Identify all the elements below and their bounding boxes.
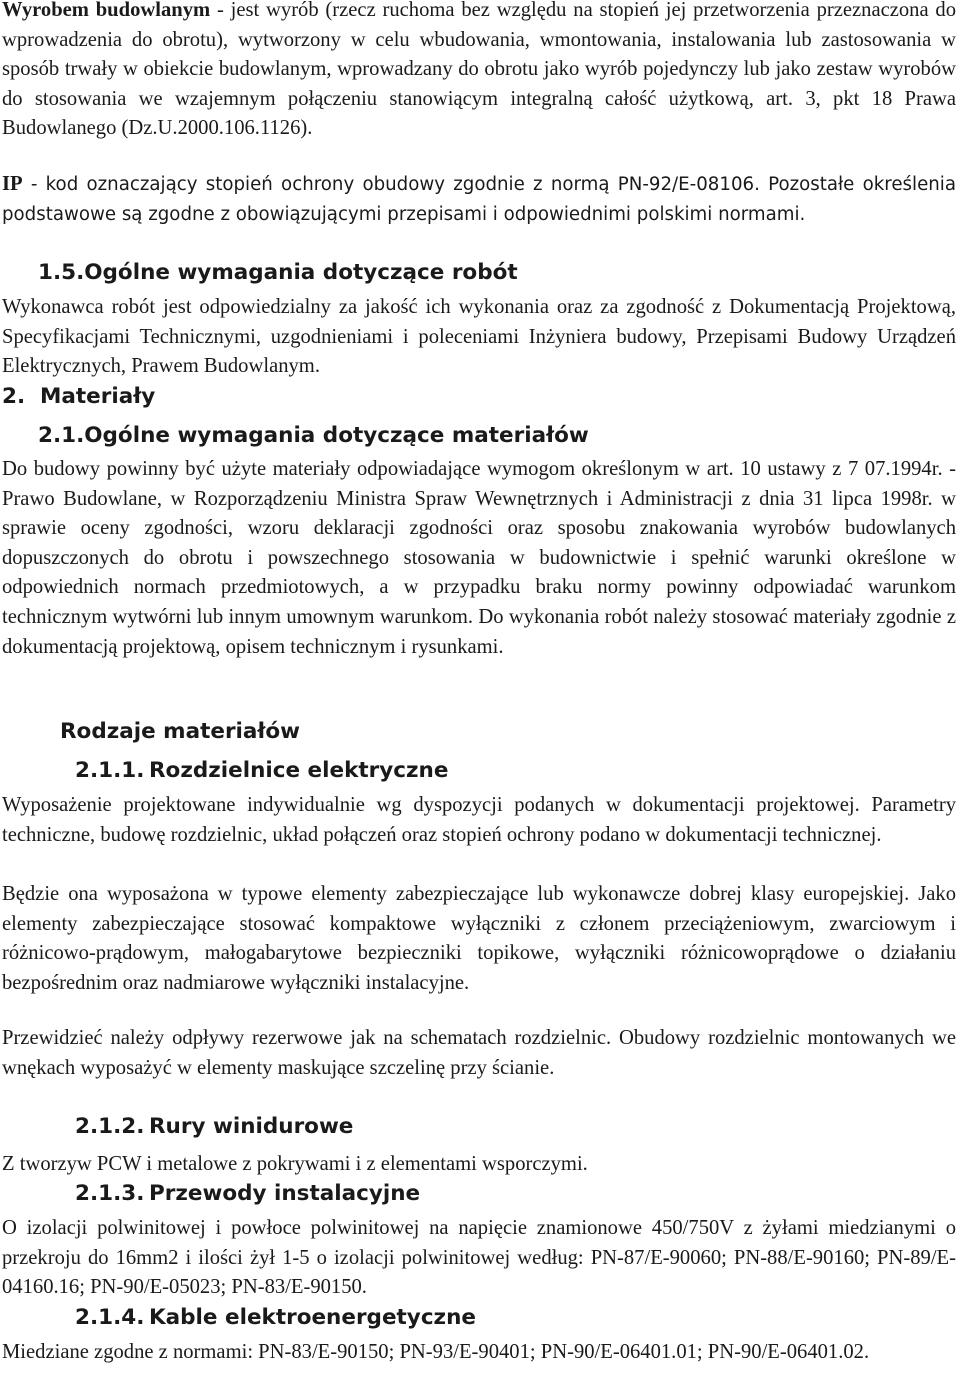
paragraph-definition-construction-product — [2, 0, 956, 144]
term-ip: IP — [2, 173, 23, 195]
paragraph-2-1-4: Miedziane zgodne z normami: PN-83/E-90150; PN-93/E-90401; PN-90/E-06401.01; PN-90/E-06401.02. — [2, 1341, 870, 1363]
heading-2-1-2 — [75, 1112, 353, 1142]
heading-title: Rury winidurowe — [149, 1114, 354, 1139]
paragraph-2-1-1-reserve: Przewidzieć należy odpływy rezerwowe jak na schematach rozdzielnic. Obudowy rozdzielnic montowanych we wnękach wyposażyć w elementy maskujące szczelinę przy ścianie. — [2, 1027, 956, 1079]
heading-material-types — [60, 717, 300, 747]
heading-2-1-3 — [75, 1179, 420, 1209]
heading-number: 2.1. — [38, 423, 85, 448]
paragraph-2-1-1-equipment: Wyposażenie projektowane indywidualnie wg dyspozycji podanych w dokumentacji projektowej. Parametry techniczne, budowę rozdzielnic, układ połączeń oraz stopień ochrony podano w dokumentacji technicznej. — [2, 794, 956, 846]
definition-text: - jest wyrób (rzecz ruchoma bez względu na stopień jej przetworzenia przeznaczona do wprowadzenia do obrotu), wytworzony w celu wbudowania, wmontowania, instalowania lub zastosowania w sposób trwały w obiekcie budowlanym, wprowadzany do obrotu jako wyrób pojedynczy lub jako zestaw wyrobów do stosowania we wzajemnym połączeniu stanowiącym integralną całość użytkową, art. 3, pkt 18 Prawa Budowlanego (Dz.U.2000.106.1126). — [2, 0, 956, 140]
heading-title: Ogólne wymagania dotyczące robót — [84, 260, 518, 285]
heading-2-1-4 — [75, 1303, 476, 1333]
heading-number: 2.1.4. — [75, 1305, 145, 1330]
heading-title: Rozdzielnice elektryczne — [149, 758, 449, 783]
heading-number: 2. — [2, 384, 26, 409]
definition-ip-text: - kod oznaczający stopień ochrony obudowy zgodnie z normą PN-92/E-08106. Pozostałe określenia podstawowe są zgodne z obowiązującymi przepisami i odpowiednimi polskimi normami. — [2, 174, 956, 225]
paragraph-2-1-3: O izolacji polwinitowej i powłoce polwinitowej na napięcie znamionowe 450/750V z żyłami miedzianymi o przekroju do 16mm2 i ilości żył 1-5 o izolacji polwinitowej według: PN-87/E-90060; PN-88/E-90160; PN-89/E-04160.16; PN-90/E-05023; PN-83/E-90150. — [2, 1217, 956, 1299]
heading-number: 1.5. — [38, 260, 85, 285]
heading-title: Przewody instalacyjne — [149, 1181, 421, 1206]
heading-2 — [2, 382, 155, 412]
heading-number: 2.1.1. — [75, 758, 145, 783]
paragraph-2-1: Do budowy powinny być użyte materiały odpowiadające wymogom określonym w art. 10 ustawy z 7 07.1994r. - Prawo Budowlane, w Rozporządzeniu Ministra Spraw Wewnętrznych i Administracji z dnia 31 lipca 1998r. w sprawie oceny zgodności, wzoru deklaracji zgodności oraz sposobu znakowania wyrobów budowlanych dopuszczonych do obrotu i powszechnego stosowania w budownictwie i spełnić warunki określone w odpowiednich normach przedmiotowych, a w przypadku braku normy powinny odpowiadać warunkom technicznym wytwórni lub innym umownym warunkom. Do wykonania robót należy stosować materiały zgodnie z dokumentacją projektową, opisem technicznym i rysunkami. — [2, 458, 956, 658]
heading-number: 2.1.3. — [75, 1181, 145, 1206]
term-construction-product: Wyrobem budowlanym — [2, 0, 211, 21]
heading-title: Rodzaje materiałów — [60, 719, 301, 744]
paragraph-1-5: Wykonawca robót jest odpowiedzialny za jakość ich wykonania oraz za zgodność z Dokumentacją Projektową, Specyfikacjami Technicznymi, uzgodnieniami i poleceniami Inżyniera budowy, Przepisami Budowy Urządzeń Elektrycznych, Prawem Budowlanym. — [2, 296, 956, 378]
heading-title: Ogólne wymagania dotyczące materiałów — [84, 423, 589, 448]
heading-2-1-1 — [75, 756, 448, 786]
paragraph-definition-ip — [2, 170, 956, 229]
heading-title: Materiały — [40, 384, 156, 409]
paragraph-2-1-1-protection: Będzie ona wyposażona w typowe elementy zabezpieczające lub wykonawcze dobrej klasy europejskiej. Jako elementy zabezpieczające stosować kompaktowe wyłączniki z członem przeciążeniowym, zwarciowym i różnicowo-prądowym, małogabarytowe bezpieczniki topikowe, wyłączniki różnicowoprądowe o działaniu bezpośrednim oraz nadmiarowe wyłączniki instalacyjne. — [2, 883, 956, 994]
paragraph-2-1-2: Z tworzyw PCW i metalowe z pokrywami i z elementami wsporczymi. — [2, 1153, 588, 1175]
heading-title: Kable elektroenergetyczne — [149, 1305, 476, 1330]
heading-number: 2.1.2. — [75, 1114, 145, 1139]
heading-1-5 — [38, 258, 518, 288]
heading-2-1 — [38, 421, 589, 451]
